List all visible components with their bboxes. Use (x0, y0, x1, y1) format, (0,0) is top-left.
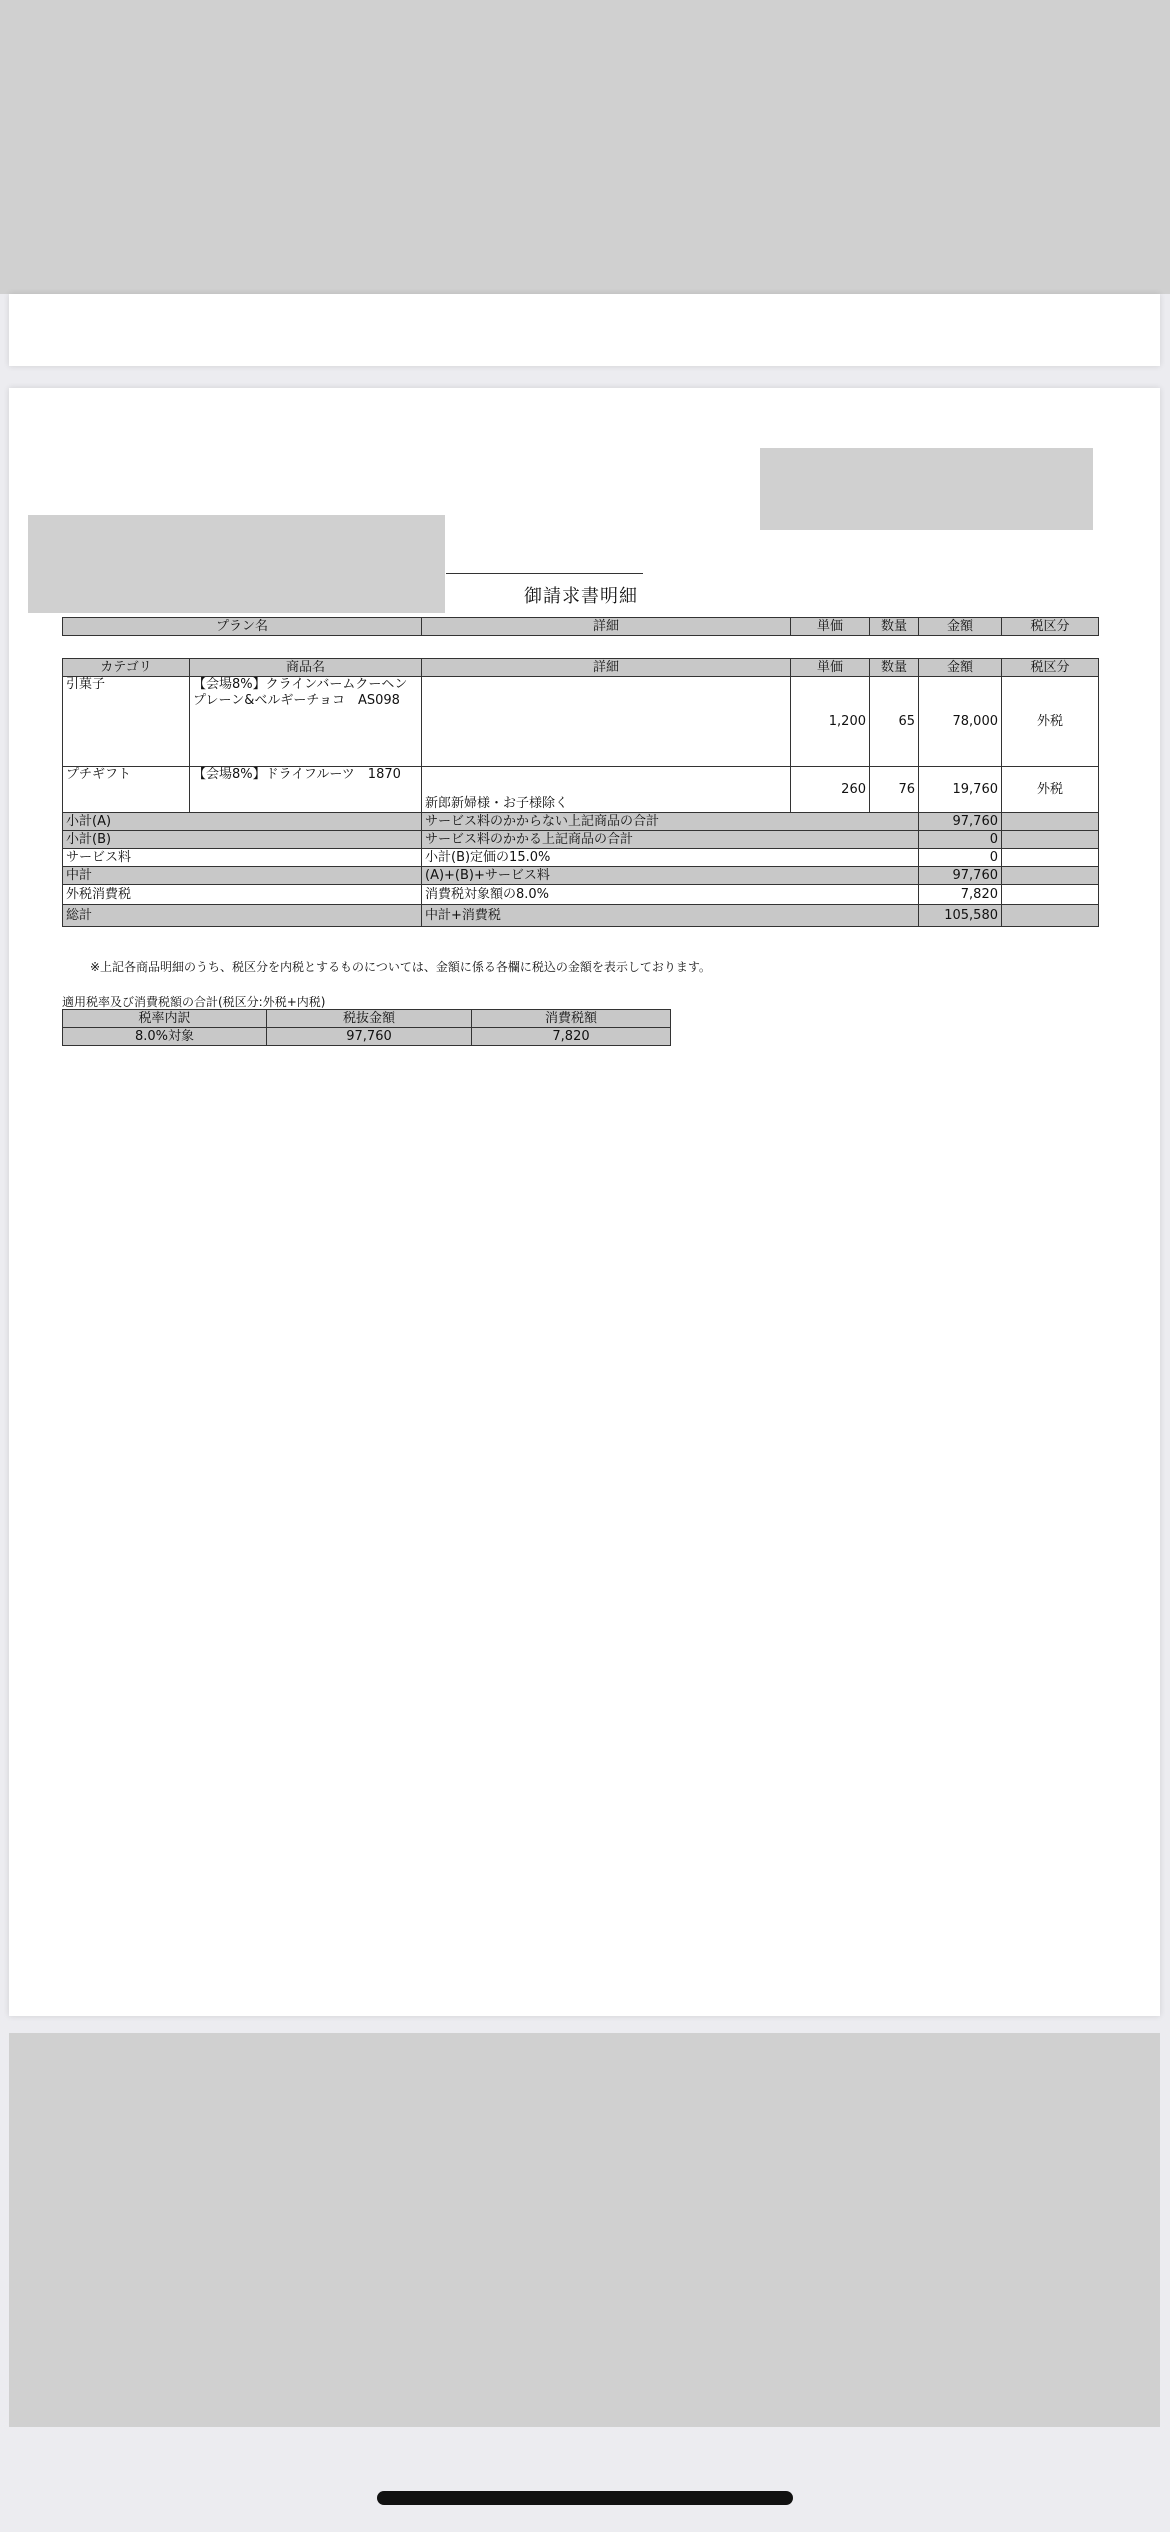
totals-row-consumption-tax (63, 885, 1099, 905)
redacted-recipient-block (28, 515, 445, 613)
totals-detail: 中計+消費税 (422, 905, 919, 927)
items-header-name: 商品名 (190, 659, 422, 677)
totals-detail: 消費税対象額の8.0% (422, 885, 919, 905)
totals-label: 外税消費税 (63, 885, 422, 905)
item-tax: 外税 (1002, 677, 1099, 767)
items-table (62, 658, 1099, 927)
tax-summary-caption: 適用税率及び消費税額の合計(税区分:外税+内税) (62, 995, 326, 1009)
plan-header-detail: 詳細 (422, 618, 791, 636)
tax-summary-header-tax: 消費税額 (472, 1010, 671, 1028)
totals-row-middle-total (63, 867, 1099, 885)
totals-amount: 0 (919, 831, 1002, 849)
items-header-detail: 詳細 (422, 659, 791, 677)
home-indicator[interactable] (377, 2491, 793, 2505)
item-category: 引菓子 (63, 677, 190, 767)
totals-amount: 7,820 (919, 885, 1002, 905)
item-detail (422, 677, 791, 767)
item-name: 【会場8%】クラインバームクーヘン プレーン&ベルギーチョコ AS098 (190, 677, 422, 767)
totals-row-service-charge (63, 849, 1099, 867)
items-header-unit-price: 単価 (791, 659, 870, 677)
tax-summary-rate: 8.0%対象 (63, 1028, 267, 1046)
document-title: 御請求書明細 (524, 586, 638, 607)
title-rule (446, 573, 643, 574)
totals-detail: (A)+(B)+サービス料 (422, 867, 919, 885)
items-header-amount: 金額 (919, 659, 1002, 677)
redacted-header-area (0, 0, 1170, 294)
totals-label: 小計(A) (63, 813, 422, 831)
item-qty: 76 (870, 767, 919, 813)
tax-summary-tax: 7,820 (472, 1028, 671, 1046)
items-header-tax: 税区分 (1002, 659, 1099, 677)
plan-header-amount: 金額 (919, 618, 1002, 636)
item-detail: 新郎新婦様・お子様除く (422, 767, 791, 813)
totals-row-subtotal-b (63, 831, 1099, 849)
totals-tax-cell (1002, 831, 1099, 849)
redacted-address-block (760, 448, 1093, 530)
tax-summary-pre-tax: 97,760 (267, 1028, 472, 1046)
totals-label: 中計 (63, 867, 422, 885)
totals-amount: 97,760 (919, 867, 1002, 885)
totals-detail: サービス料のかからない上記商品の合計 (422, 813, 919, 831)
table-row (63, 677, 1099, 767)
item-tax: 外税 (1002, 767, 1099, 813)
item-amount: 19,760 (919, 767, 1002, 813)
item-category: プチギフト (63, 767, 190, 813)
totals-tax-cell (1002, 849, 1099, 867)
tax-note: ※上記各商品明細のうち、税区分を内税とするものについては、金額に係る各欄に税込の金額を表示しております。 (90, 960, 711, 974)
totals-detail: サービス料のかかる上記商品の合計 (422, 831, 919, 849)
plan-header-tax: 税区分 (1002, 618, 1099, 636)
items-header-category: カテゴリ (63, 659, 190, 677)
plan-header-plan: プラン名 (63, 618, 422, 636)
tax-summary-header-pre-tax: 税抜金額 (267, 1010, 472, 1028)
totals-tax-cell (1002, 813, 1099, 831)
totals-row-grand-total (63, 905, 1099, 927)
totals-label: サービス料 (63, 849, 422, 867)
totals-label: 小計(B) (63, 831, 422, 849)
item-amount: 78,000 (919, 677, 1002, 767)
item-qty: 65 (870, 677, 919, 767)
table-row (63, 767, 1099, 813)
item-name: 【会場8%】ドライフルーツ 1870 (190, 767, 422, 813)
items-header-qty: 数量 (870, 659, 919, 677)
totals-tax-cell (1002, 867, 1099, 885)
item-unit-price: 1,200 (791, 677, 870, 767)
plan-table (62, 617, 1099, 636)
totals-tax-cell (1002, 885, 1099, 905)
totals-label: 総計 (63, 905, 422, 927)
previous-page-strip (9, 294, 1160, 366)
plan-header-qty: 数量 (870, 618, 919, 636)
totals-amount: 0 (919, 849, 1002, 867)
item-unit-price: 260 (791, 767, 870, 813)
totals-tax-cell (1002, 905, 1099, 927)
totals-amount: 105,580 (919, 905, 1002, 927)
totals-row-subtotal-a (63, 813, 1099, 831)
tax-summary-table (62, 1009, 671, 1046)
redacted-footer-area (9, 2033, 1160, 2427)
totals-detail: 小計(B)定価の15.0% (422, 849, 919, 867)
tax-summary-header-rate: 税率内訳 (63, 1010, 267, 1028)
plan-header-unit-price: 単価 (791, 618, 870, 636)
totals-amount: 97,760 (919, 813, 1002, 831)
